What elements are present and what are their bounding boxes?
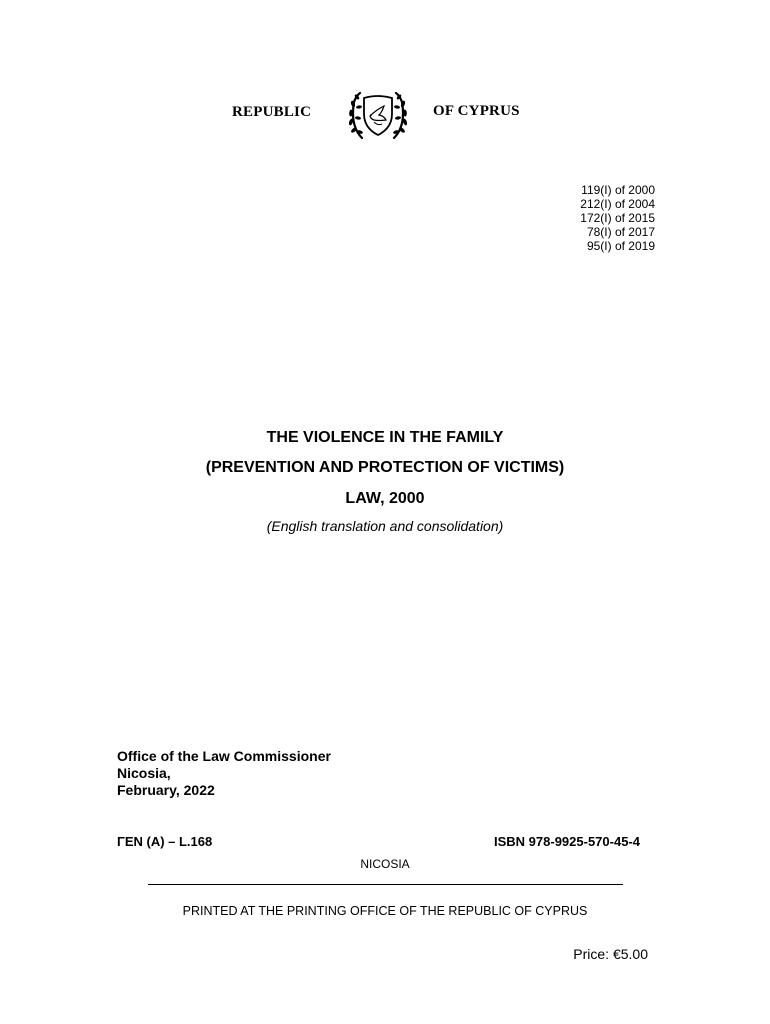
office-name: Office of the Law Commissioner [117, 748, 331, 764]
header-of-cyprus: OF CYPRUS [433, 103, 520, 119]
office-date: February, 2022 [117, 782, 215, 798]
law-title-line-2: (PREVENTION AND PROTECTION OF VICTIMS) [205, 459, 565, 476]
office-block [117, 748, 331, 799]
law-numbers-list [580, 183, 655, 253]
law-number-item: 119(I) of 2000 [581, 183, 655, 197]
horizontal-rule [148, 884, 623, 885]
law-number-item: 95(I) of 2019 [586, 239, 655, 253]
law-number-item: 172(I) of 2015 [580, 211, 655, 225]
law-number-item: 78(I) of 2017 [586, 225, 655, 239]
office-city: Nicosia, [117, 765, 171, 781]
price-label: Price: €5.00 [573, 946, 648, 962]
footer-city: NICOSIA [360, 857, 410, 871]
cyprus-coat-of-arms-icon [346, 88, 410, 144]
law-title-line-3: LAW, 2000 [345, 490, 425, 507]
law-subtitle: (English translation and consolidation) [266, 518, 504, 534]
isbn-number: ISBN 978-9925-570-45-4 [494, 834, 640, 849]
law-title-line-1: THE VIOLENCE IN THE FAMILY [266, 429, 504, 446]
law-number-item: 212(I) of 2004 [580, 197, 655, 211]
header-republic: REPUBLIC [232, 104, 312, 120]
reference-code: ΓΕΝ (Α) – L.168 [117, 834, 213, 849]
printer-statement: PRINTED AT THE PRINTING OFFICE OF THE REPUBLIC OF CYPRUS [182, 904, 588, 918]
